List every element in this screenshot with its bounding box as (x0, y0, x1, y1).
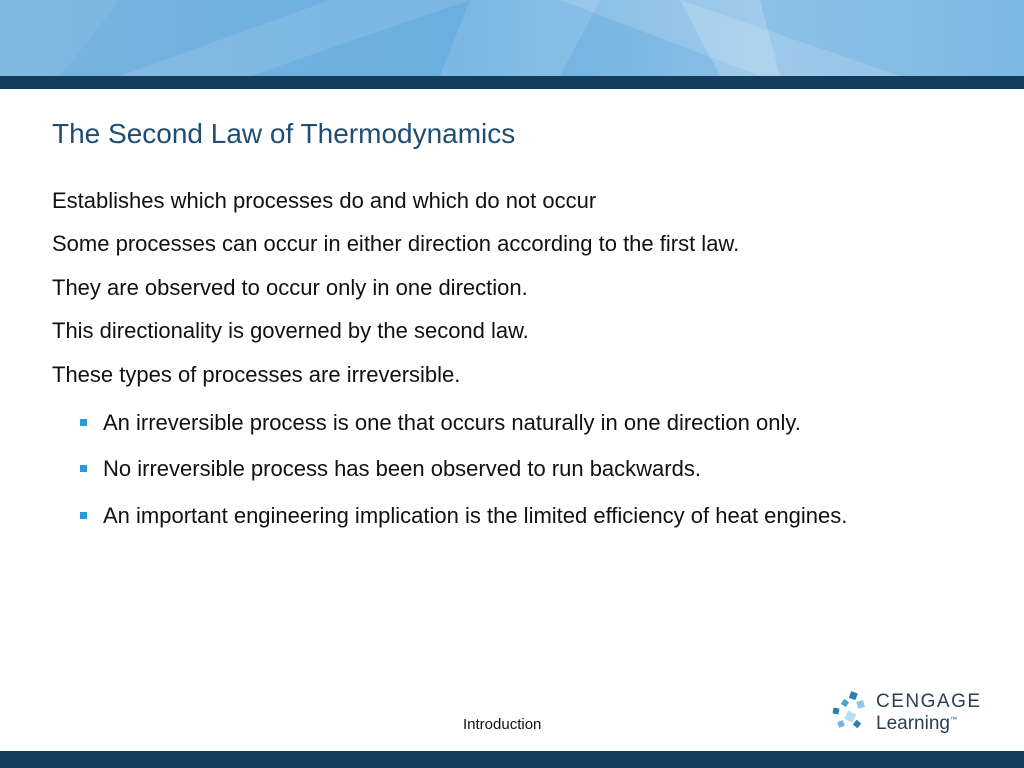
paragraph-5: These types of processes are irreversible. (52, 362, 461, 387)
paragraph-1: Establishes which processes do and which do not occur (52, 188, 597, 213)
top-banner (0, 0, 1024, 76)
paragraph-3: They are observed to occur only in one direction. (52, 275, 528, 300)
bullet-square-icon (80, 512, 87, 519)
slide-title: The Second Law of Thermodynamics (52, 118, 516, 149)
bullet-text: An irreversible process is one that occurs naturally in one direction only. (103, 410, 801, 435)
bullet-square-icon (80, 419, 87, 426)
logo-brand-main: CENGAGE (876, 691, 982, 712)
cengage-burst-icon (830, 688, 874, 738)
bullet-square-icon (80, 465, 87, 472)
bottom-stripe (0, 751, 1024, 768)
paragraph-2: Some processes can occur in either direction according to the first law. (52, 231, 740, 256)
banner-decoration (0, 0, 1024, 76)
bullet-text: An important engineering implication is the limited efficiency of heat engines. (103, 503, 848, 528)
logo-brand-sub (876, 713, 957, 735)
cengage-logo (830, 688, 990, 742)
footer-label: Introduction (463, 716, 542, 733)
top-stripe (0, 76, 1024, 89)
paragraph-4: This directionality is governed by the second law. (52, 318, 529, 343)
trademark-mark: ™ (949, 716, 957, 724)
logo-brand-sub-text: Learning (876, 713, 950, 734)
bullet-text: No irreversible process has been observed to run backwards. (103, 456, 701, 481)
